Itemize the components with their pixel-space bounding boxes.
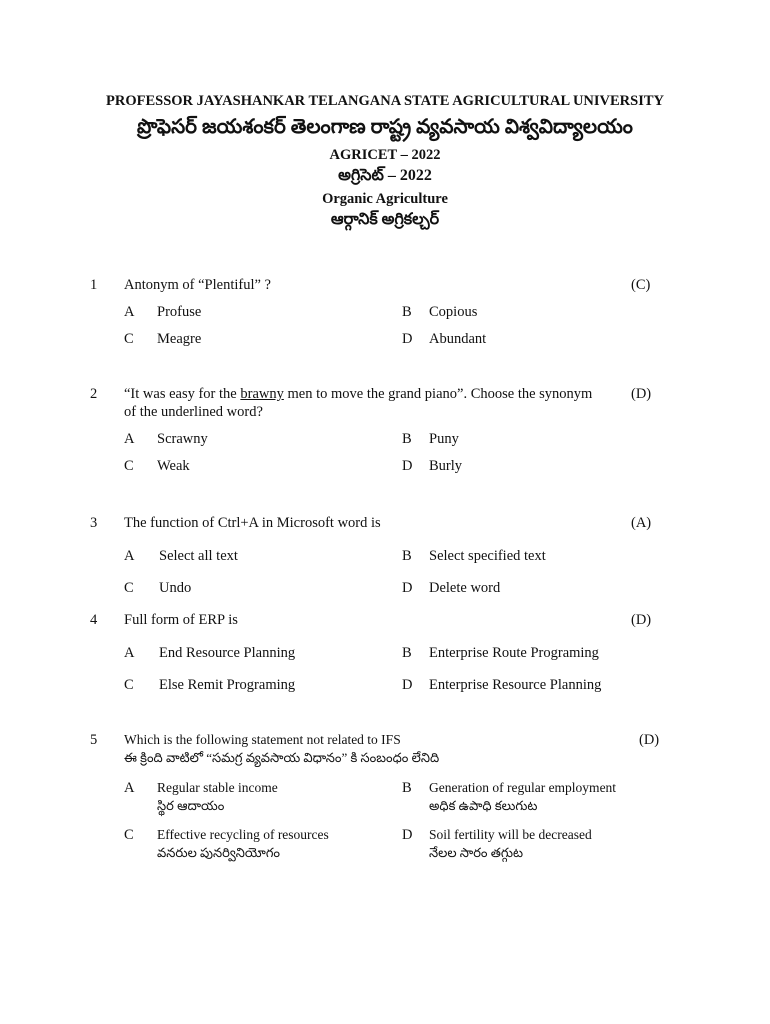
option-text: End Resource Planning <box>159 645 296 661</box>
option-text: Select all text <box>159 548 238 564</box>
option-text: Abundant <box>429 331 487 347</box>
option-letter: A <box>124 304 135 320</box>
option-text: Scrawny <box>157 431 208 447</box>
question-text-part: men to move the grand piano”. Choose the synonym <box>283 386 593 402</box>
option-letter: D <box>402 458 413 474</box>
option-text: Meagre <box>157 331 202 347</box>
option-text: Else Remit Programing <box>159 677 296 693</box>
question-text-telugu: ఈ క్రింది వాటిలో “సమగ్ర వ్యవసాయ విధానం” కి సంబంధం లేనిది <box>124 750 440 765</box>
option-letter: A <box>124 431 135 447</box>
exam-title-telugu: అగ్రిసెట్ – 2022 <box>338 167 432 184</box>
subject-title-telugu: ఆర్గానిక్ అగ్రికల్చర్ <box>330 211 440 228</box>
answer-key: (A) <box>631 515 652 531</box>
option-text: Weak <box>157 458 190 474</box>
option-text: Enterprise Route Programing <box>429 645 599 661</box>
option-letter: B <box>402 431 412 447</box>
option-letter: C <box>124 827 134 843</box>
option-text: Select specified text <box>429 548 546 564</box>
option-text: Generation of regular employment <box>429 780 617 795</box>
question-text: Which is the following statement not related to IFS <box>124 732 401 747</box>
subject-title-english: Organic Agriculture <box>322 191 448 207</box>
answer-key: (D) <box>631 386 652 402</box>
answer-key: (D) <box>631 612 652 628</box>
option-letter: B <box>402 780 412 796</box>
question-text <box>124 386 592 403</box>
option-text-telugu: అధిక ఉపాధి కలుగుట <box>429 798 538 813</box>
question-text: Antonym of “Plentiful” ? <box>124 277 271 293</box>
option-text: Copious <box>429 304 478 320</box>
option-text: Soil fertility will be decreased <box>429 827 592 842</box>
option-text-telugu: నేలల సారం తగ్గుట <box>429 845 523 860</box>
exam-title-english: AGRICET – 2022 <box>329 147 441 163</box>
question-text: Full form of ERP is <box>124 612 238 628</box>
option-letter: C <box>124 458 134 474</box>
option-text: Burly <box>429 458 463 474</box>
university-name-telugu: ప్రొఫెసర్ జయశంకర్ తెలంగాణ రాష్ట్ర వ్యవసాయ విశ్వవిద్యాలయం <box>137 116 633 138</box>
option-letter: B <box>402 548 412 564</box>
question-text-line2: of the underlined word? <box>124 404 263 420</box>
option-letter: B <box>402 645 412 661</box>
answer-key: (C) <box>631 277 651 293</box>
question-number: 2 <box>90 386 98 402</box>
option-letter: D <box>402 331 413 347</box>
question-number: 4 <box>90 612 98 628</box>
option-text-telugu: వనరుల పునర్వినియోగం <box>157 845 280 860</box>
university-name-english: PROFESSOR JAYASHANKAR TELANGANA STATE AGRICULTURAL UNIVERSITY <box>106 93 664 109</box>
option-text: Effective recycling of resources <box>157 827 329 842</box>
option-text: Regular stable income <box>157 780 278 795</box>
option-text: Puny <box>429 431 459 447</box>
option-letter: A <box>124 645 135 661</box>
option-letter: B <box>402 304 412 320</box>
option-text: Enterprise Resource Planning <box>429 677 602 693</box>
option-letter: C <box>124 331 134 347</box>
option-letter: D <box>402 580 413 596</box>
question-number: 3 <box>90 515 98 531</box>
answer-key: (D) <box>639 732 660 748</box>
option-letter: A <box>124 548 135 564</box>
option-letter: D <box>402 827 413 843</box>
option-letter: C <box>124 580 134 596</box>
underlined-word: brawny <box>240 386 284 402</box>
option-letter: A <box>124 780 135 796</box>
question-number: 1 <box>90 277 98 293</box>
option-text-telugu: స్థిర ఆదాయం <box>157 798 225 813</box>
question-text-part: “It was easy for the <box>124 386 241 402</box>
option-text: Profuse <box>157 304 202 320</box>
question-text: The function of Ctrl+A in Microsoft word is <box>124 515 381 531</box>
option-letter: D <box>402 677 413 693</box>
option-text: Undo <box>159 580 192 596</box>
option-letter: C <box>124 677 134 693</box>
option-text: Delete word <box>429 580 501 596</box>
question-number: 5 <box>90 732 98 748</box>
